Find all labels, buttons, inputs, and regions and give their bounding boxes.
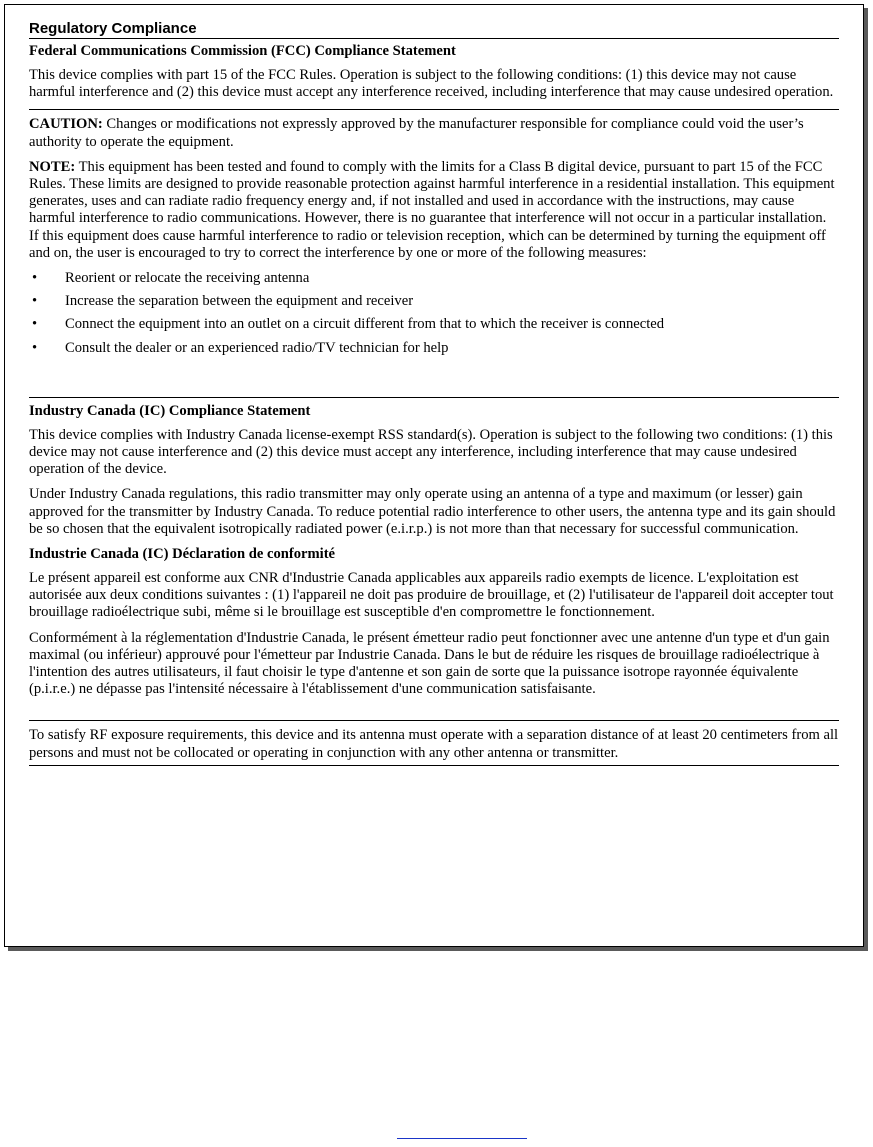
note-text: This equipment has been tested and found to comply with the limits for a Class B digital device, pursuant to part 15 of the FCC Rules. These limits are designed to provide reasonable protection against harmful interference in a residential installation. This equipment generates, uses and can radiate radio frequency energy and, if not installed and used in accordance with the instructions, may cause harmful interference to radio communications. However, there is no guarantee that interference will not occur in a particular installation. If this equipment does cause harmful interference to radio or television reception, which can be determined by turning the equipment off and on, the user is encouraged to try to correct the interference by one or more of the following measures: (29, 158, 835, 261)
caution-paragraph (29, 116, 839, 150)
note-label: NOTE: (29, 158, 76, 175)
footer-link-underline[interactable] (397, 1138, 527, 1139)
ic-heading: Industry Canada (IC) Compliance Statement (29, 402, 311, 419)
caution-text: Changes or modifications not expressly approved by the manufacturer responsible for compliance could void the user’s authority to operate the equipment. (29, 116, 804, 150)
ic-paragraph-1: This device complies with Industry Canada license-exempt RSS standard(s). Operation is subject to the following two conditions: (1) this device may not cause interference and (2) this device must accept any interference, including interference that may cause undesired operation of the device. (29, 426, 833, 478)
ic-paragraph-2: Under Industry Canada regulations, this radio transmitter may only operate using an antenna of a type and maximum (or lesser) gain approved for the transmitter by Industry Canada. To reduce potential radio interference to other users, the antenna type and its gain should be so chosen that the equivalent isotropically radiated power (e.i.r.p.) is not more than that necessary for successful communication. (29, 486, 836, 537)
note-paragraph (29, 159, 839, 262)
rf-exposure-section (29, 720, 839, 765)
fcc-body: This device complies with part 15 of the FCC Rules. Operation is subject to the following conditions: (1) this device may not cause harmful interference and (2) this device must accept any interference received, including interference that may cause undesired operation. (29, 67, 834, 101)
caution-note-section (29, 109, 839, 372)
measures-list (29, 270, 839, 357)
list-item: • Reorient or relocate the receiving antenna (29, 270, 839, 287)
ic-fr-paragraph-2: Conformément à la réglementation d'Industrie Canada, le présent émetteur radio peut fonctionner avec une antenne d'un type et d'un gain maximal (ou inférieur) approuvé pour l'émetteur par Industrie Canada. Dans le but de réduire les risques de brouillage radioélectrique à l'intention des autres utilisateurs, il faut choisir le type d'antenne et son gain de sorte que la puissance isotrope rayonnée équivalente (p.i.r.e.) ne dépasse pas l'intensité nécessaire à l'établissement d'une communication satisfaisante. (29, 629, 830, 698)
ic-fr-paragraph-1: Le présent appareil est conforme aux CNR d'Industrie Canada applicables aux appareils radio exempts de licence. L'exploitation est autorisée aux deux conditions suivantes : (1) l'appareil ne doit pas produire de brouillage, et (2) l'utilisateur de l'appareil doit accepter tout brouillage radioélectrique subi, même si le brouillage est susceptible d'en compromettre le fonctionnement. (29, 570, 834, 621)
document-body (29, 38, 839, 766)
ic-section (29, 397, 839, 699)
list-item: • Increase the separation between the equipment and receiver (29, 293, 839, 310)
ic-fr-heading: Industrie Canada (IC) Déclaration de conformité (29, 546, 336, 563)
page-title: Regulatory Compliance (29, 20, 197, 37)
fcc-section (29, 38, 839, 101)
caution-label: CAUTION: (29, 116, 103, 133)
list-item: • Connect the equipment into an outlet on a circuit different from that to which the receiver is connected (29, 316, 839, 333)
list-item: • Consult the dealer or an experienced radio/TV technician for help (29, 340, 839, 357)
fcc-heading: Federal Communications Commission (FCC) Compliance Statement (29, 43, 456, 59)
rf-exposure-text: To satisfy RF exposure requirements, this device and its antenna must operate with a separation distance of at least 20 centimeters from all persons and must not be collocated or operating in conjunction with any other antenna or transmitter. (29, 727, 839, 761)
